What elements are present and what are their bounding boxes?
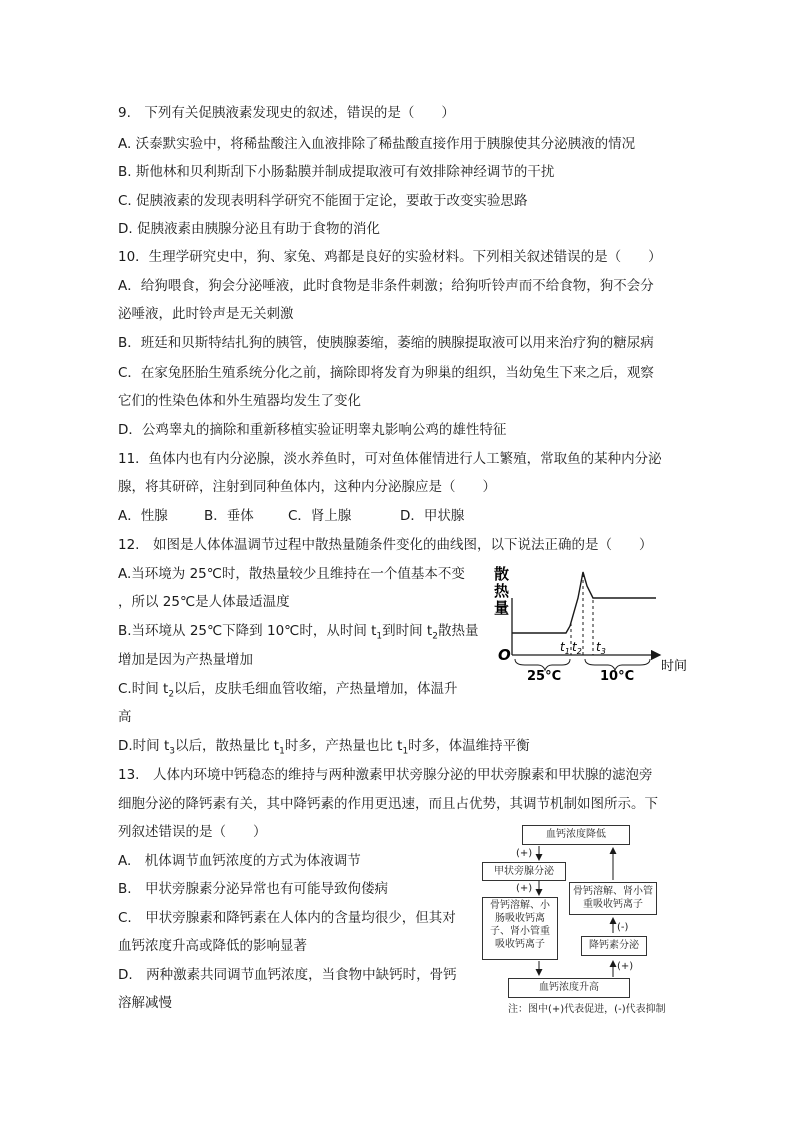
t2-label: $t_2$ (572, 640, 582, 656)
heat-curve (512, 572, 656, 633)
q13-option-c-line2: 血钙浓度升高或降低的影响显著 (118, 938, 307, 954)
t3-label: $t_3$ (596, 640, 606, 656)
y-label-char-1: 散 (494, 565, 510, 583)
q9-stem: 9. 下列有关促胰液素发现史的叙述，错误的是（ ） (118, 105, 455, 121)
q13-stem-line3: 列叙述错误的是（ ） (118, 824, 267, 840)
q11-options (118, 507, 464, 525)
y-label-char-2: 热 (494, 582, 510, 600)
q12-d-text-2: 以后，散热量比 t (175, 738, 280, 754)
q9-option-d: D. 促胰液素由胰腺分泌且有助于食物的消化 (118, 221, 380, 237)
q13-option-b: B. 甲状旁腺素分泌异常也有可能导致佝偻病 (118, 881, 389, 897)
q11-option-a: A．性腺 (118, 508, 168, 524)
q12-c-text-2: 以后，皮肤毛细血管收缩，产热量增加，体温升 (174, 681, 458, 697)
fc-parathyroid: 甲状旁腺分泌 (482, 862, 566, 881)
fc-calcitonin: 降钙素分泌 (581, 936, 647, 956)
heat-dissipation-graph (490, 560, 700, 685)
q12-d-sub-2: 1 (279, 746, 285, 757)
q12-option-b-line1 (118, 622, 478, 646)
q12-option-d (118, 737, 530, 761)
q12-d-sub-1: 3 (169, 746, 176, 757)
q11-stem-line1: 11．鱼体内也有内分泌腺，淡水养鱼时，可对鱼体催情进行人工繁殖，常取鱼的某种内分泌 (118, 451, 662, 467)
q12-b-text-2: 到时间 t (382, 623, 433, 639)
q12-d-text-4: 时多，体温维持平衡 (408, 738, 530, 754)
q10-option-a-line2: 泌唾液，此时铃声是无关刺激 (118, 306, 294, 322)
q9-option-b: B. 斯他林和贝利斯刮下小肠黏膜并制成提取液可有效排除神经调节的干扰 (118, 164, 555, 180)
q10-option-b: B．班廷和贝斯特结扎狗的胰管，使胰腺萎缩，萎缩的胰腺提取液可以用来治疗狗的糖尿病 (118, 335, 654, 351)
origin-label: O (498, 646, 511, 664)
q12-b-sub-1: 1 (376, 631, 383, 642)
q13-option-a: A. 机体调节血钙浓度的方式为体液调节 (118, 853, 361, 869)
x-label: 时间 (661, 659, 688, 674)
q10-option-c-line2: 它们的性染色体和外生殖器均发生了变化 (118, 393, 361, 409)
q11-option-d: D．甲状腺 (400, 508, 465, 524)
q13-option-c-line1: C. 甲状旁腺素和降钙素在人体内的含量均很少，但其对 (118, 910, 456, 926)
q10-stem: 10．生理学研究史中，狗、家兔、鸡都是良好的实验材料。下列相关叙述错误的是（ ） (118, 249, 662, 265)
fc-effect-right: 骨钙溶解、肾小管重吸收钙离子 (569, 882, 657, 915)
temp-10-label: 10°C (600, 669, 635, 684)
fc-note: 注：图中(+)代表促进，(-)代表抑制 (508, 1004, 666, 1015)
temp-25-label: 25°C (527, 669, 562, 684)
t1-label: $t_1$ (560, 640, 570, 656)
q11-option-b: B．垂体 (204, 508, 254, 524)
q12-option-b-line2: 增加是因为产热量增加 (118, 652, 253, 668)
fc-plus-label-3: (+) (617, 961, 634, 972)
q12-option-c-line2: 高 (118, 709, 132, 725)
fc-minus-label: (-) (617, 922, 629, 933)
q12-b-sub-2: 2 (432, 631, 438, 642)
q12-b-text-1: B.当环境从 25℃下降到 10℃时，从时间 t (118, 623, 377, 639)
fc-calcium-low: 血钙浓度降低 (522, 825, 630, 845)
q12-b-text-3: 散热量 (437, 623, 479, 639)
q13-option-d-line1: D. 两种激素共同调节血钙浓度，当食物中缺钙时，骨钙 (118, 967, 457, 983)
q12-c-sub: 2 (168, 689, 175, 700)
q9-option-a: A. 沃泰默实验中，将稀盐酸注入血液排除了稀盐酸直接作用于胰腺使其分泌胰液的情况 (118, 136, 636, 152)
y-label-char-3: 量 (494, 599, 510, 617)
q12-option-a-line1: A.当环境为 25℃时，散热量较少且维持在一个值基本不变 (118, 566, 465, 582)
q10-option-a-line1: A．给狗喂食，狗会分泌唾液，此时食物是非条件刺激；给狗听铃声而不给食物，狗不会分 (118, 278, 654, 294)
q11-stem-line2: 腺，将其研碎，注射到同种鱼体内，这种内分泌腺应是（ ） (118, 479, 496, 495)
fc-plus-label-2: (+) (516, 883, 533, 894)
q12-c-text-1: C.时间 t (118, 681, 169, 697)
q9-option-c: C. 促胰液素的发现表明科学研究不能囿于定论，要敢于改变实验思路 (118, 193, 528, 209)
q12-d-sub-3: 1 (402, 746, 409, 757)
fc-calcium-high: 血钙浓度升高 (508, 978, 630, 998)
q13-stem-line2: 细胞分泌的降钙素有关，其中降钙素的作用更迅速，而且占优势，其调节机制如图所示。下 (118, 796, 658, 812)
q13-option-d-line2: 溶解减慢 (118, 995, 172, 1011)
fc-plus-label-1: (+) (516, 848, 533, 859)
q12-option-a-line2: ，所以 25℃是人体最适温度 (118, 594, 290, 610)
q10-option-c-line1: C．在家兔胚胎生殖系统分化之前，摘除即将发育为卵巢的组织，当幼兔生下来之后，观察 (118, 365, 654, 381)
q10-option-d: D．公鸡睾丸的摘除和重新移植实验证明睾丸影响公鸡的雄性特征 (118, 422, 507, 438)
q12-d-text-1: D.时间 t (118, 738, 170, 754)
q11-option-c: C．肾上腺 (288, 508, 352, 524)
q12-stem: 12. 如图是人体体温调节过程中散热量随条件变化的曲线图，以下说法正确的是（ ） (118, 537, 653, 553)
q13-stem-line1: 13. 人体内环境中钙稳态的维持与两种激素甲状旁腺分泌的甲状旁腺素和甲状腺的滤泡旁 (118, 767, 653, 783)
q12-option-c-line1 (118, 680, 458, 704)
q12-d-text-3: 时多，产热量也比 t (284, 738, 403, 754)
fc-effect-left: 骨钙溶解、小肠吸收钙离子、肾小管重吸收钙离子 (482, 897, 558, 960)
